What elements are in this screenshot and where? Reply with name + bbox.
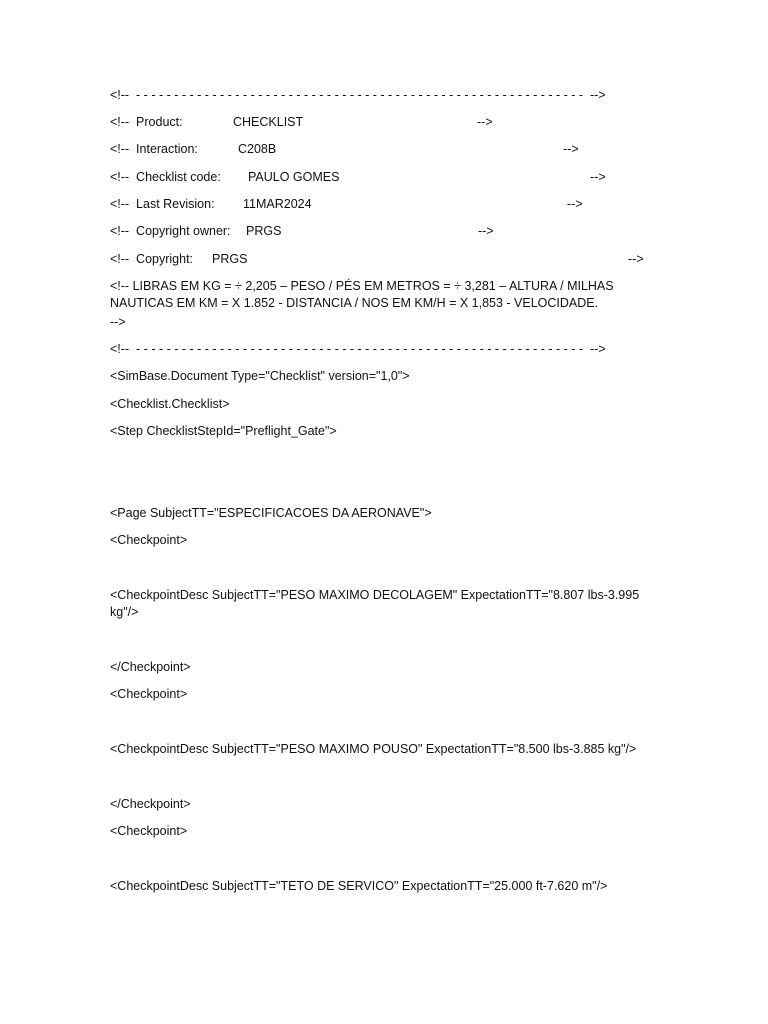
step-open-tag: <Step ChecklistStepId="Preflight_Gate"> [110,424,337,438]
copyright-owner-label: <!-- Copyright owner: [110,224,231,238]
checkpoint-desc: <CheckpointDesc SubjectTT="TETO DE SERVICO" ExpectationTT="25.000 ft-7.620 m"/> [110,879,608,893]
checkpoint-close-tag: </Checkpoint> [110,797,191,811]
checkpoint-desc: <CheckpointDesc SubjectTT="PESO MAXIMO POUSO" ExpectationTT="8.500 lbs-3.885 kg"/> [110,742,637,756]
conversion-note: <!-- LIBRAS EM KG = ÷ 2,205 – PESO / PÉS EM METROS = ÷ 3,281 – ALTURA / MILHAS NAUTICAS EM KM = X 1.852 - DISTANCIA / NOS EM KM/H = X 1,853 - VELOCIDADE. [110,279,614,310]
simbase-open-tag: <SimBase.Document Type="Checklist" version="1,0"> [110,369,410,383]
copyright-owner-comment-close: --> [478,224,494,238]
checkpoint-desc: <CheckpointDesc SubjectTT="PESO MAXIMO DECOLAGEM" ExpectationTT="8.807 lbs-3.995 kg"/> [110,588,640,619]
product-value: CHECKLIST [233,115,304,129]
checklist-code-comment-close: --> [590,170,606,184]
last-revision-value: 11MAR2024 [243,197,312,211]
checkpoint-open-tag: <Checkpoint> [110,533,188,547]
separator-bottom: <!-- - - - - - - - - - - - - - - - - - - - - - - - - - - - - - - - - - - - - - - - - - - - - - - - - - - - - - - - - - - - --> [110,342,606,356]
product-label: <!-- Product: [110,115,183,129]
copyright-comment-close: --> [628,252,644,266]
conversion-note-close: --> [110,315,126,329]
copyright-owner-value: PRGS [246,224,282,238]
product-comment-close: --> [477,115,493,129]
separator-top: <!-- - - - - - - - - - - - - - - - - - - - - - - - - - - - - - - - - - - - - - - - - - - - - - - - - - - - - - - - - - - - --> [110,88,606,102]
last-revision-label: <!-- Last Revision: [110,197,215,211]
checkpoint-open-tag: <Checkpoint> [110,824,188,838]
interaction-label: <!-- Interaction: [110,142,198,156]
checklist-code-label: <!-- Checklist code: [110,170,221,184]
page-open-tag: <Page SubjectTT="ESPECIFICACOES DA AERONAVE"> [110,506,432,520]
checkpoint-open-tag: <Checkpoint> [110,687,188,701]
checkpoint-close-tag: </Checkpoint> [110,660,191,674]
last-revision-comment-close: --> [567,197,583,211]
interaction-value: C208B [238,142,277,156]
checklist-open-tag: <Checklist.Checklist> [110,397,230,411]
copyright-label: <!-- Copyright: [110,252,194,266]
copyright-value: PRGS [212,252,248,266]
checklist-code-value: PAULO GOMES [248,170,340,184]
interaction-comment-close: --> [563,142,579,156]
